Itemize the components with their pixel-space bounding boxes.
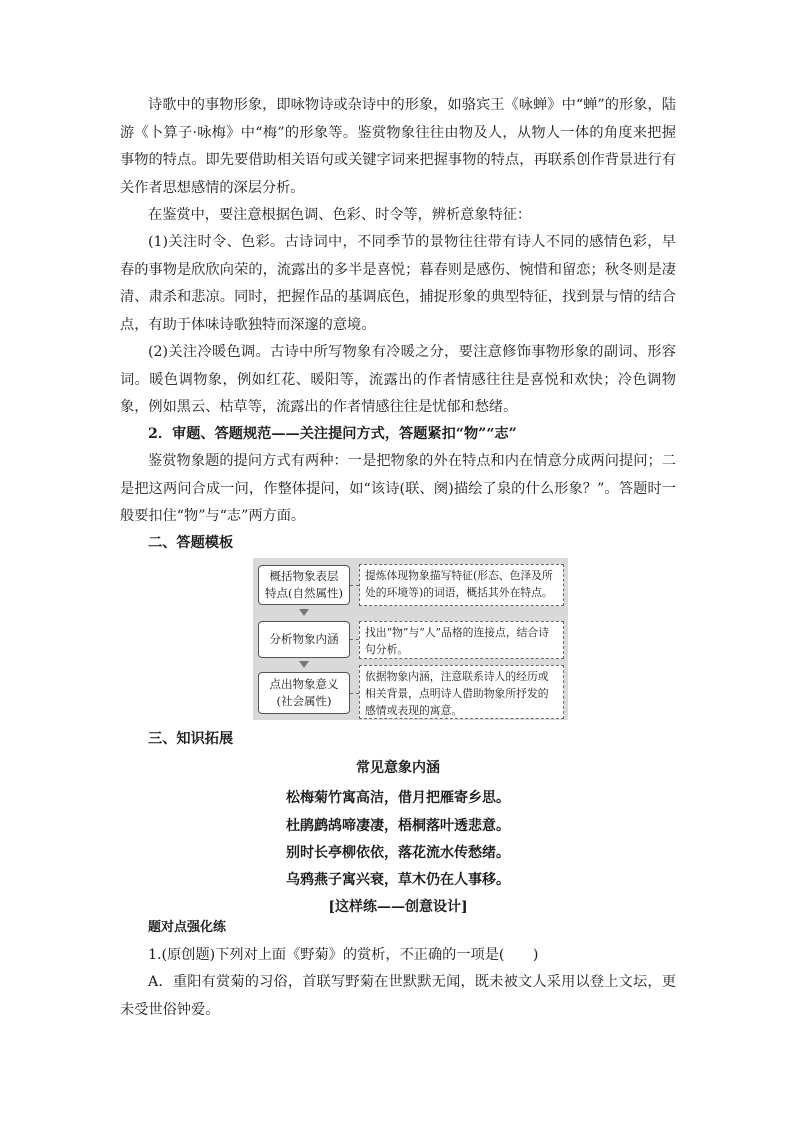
- step-desc-3: 依据物象内涵，注意联系诗人的经历或相关背景，点明诗人借助物象所抒发的感情或表现的寓意。: [359, 665, 564, 719]
- step-desc-2: 找出“物”与“人”品格的连接点，结合诗句分析。: [359, 621, 564, 659]
- step-desc-1: 提炼体现物象描写特征(形态、色泽及所处的环境等)的词语，概括其外在特点。: [359, 564, 564, 606]
- arrow-down-icon: [299, 661, 309, 668]
- poem-line: 别时长亭柳依依，落花流水传愁绪。: [286, 845, 510, 861]
- poem-line: 松梅菊竹寓高洁，借月把雁寄乡思。: [286, 790, 510, 806]
- section-title-knowledge: 三、知识拓展: [148, 731, 234, 747]
- poem-line: 乌鸦燕子寓兴衰，草木仍在人事移。: [286, 872, 510, 888]
- practice-subtitle: 题对点强化练: [148, 920, 227, 935]
- intro-paragraph-1: 诗歌中的事物形象，即咏物诗或杂诗中的形象，如骆宾王《咏蝉》中“蝉”的形象，陆游《卜算子·咏梅》中“梅”的形象等。鉴赏物象往往由物及人，从物人一体的角度来把握事物的特点。即先要借助相关语句或关键字词来把握事物的特点，再联系创作背景进行有关作者思想感情的深层分析。: [120, 97, 676, 196]
- practice-banner: [这样练——创意设计]: [328, 899, 468, 915]
- connector-3: [350, 693, 359, 694]
- step-box-3: 点出物象意义 (社会属性): [258, 672, 350, 714]
- connector-2: [350, 639, 359, 640]
- intro-paragraph-3: (1)关注时令、色彩。古诗词中，不同季节的景物往往带有诗人不同的感情色彩，早春的事物是欣欣向荣的，流露出的多半是喜悦；暮春则是感伤、惋惜和留恋；秋冬则是凄清、肃杀和悲凉。同时，把握作品的基调底色，捕捉形象的典型特征，找到景与情的结合点，有助于体味诗歌独特而深邃的意境。: [120, 234, 676, 333]
- intro-paragraph-4: (2)关注冷暖色调。古诗中所写物象有冷暖之分，要注意修饰事物形象的副词、形容词。暖色调物象，例如红花、暖阳等，流露出的作者情感往往是喜悦和欢快；冷色调物象，例如黑云、枯草等，流露出的作者情感往往是忧郁和愁绪。: [120, 344, 676, 415]
- question-1-option-a: A．重阳有赏菊的习俗，首联写野菊在世默默无闻，既未被文人采用以登上文坛，更未受世俗钟爱。: [120, 974, 676, 1018]
- arrow-down-icon: [299, 609, 309, 616]
- section-title-answer-template: 二、答题模板: [148, 535, 234, 551]
- question-1: 1.(原创题)下列对上面《野菊》的赏析，不正确的一项是( ): [148, 947, 539, 963]
- poem-line: 杜鹃鹧鸪啼凄凄，梧桐落叶透悲意。: [286, 818, 510, 834]
- answer-template-diagram: [253, 558, 568, 720]
- connector-1: [350, 585, 359, 586]
- poem-title: 常见意象内涵: [356, 760, 440, 776]
- section-heading-2: 2．审题、答题规范——关注提问方式，答题紧扣“物”“志”: [148, 426, 517, 442]
- intro-paragraph-5: 鉴赏物象题的提问方式有两种：一是把物象的外在特点和内在情意分成两问提问；二是把这两问合成一问，作整体提问，如“该诗(联、阕)描绘了泉的什么形象？”。答题时一般要扣住“物”与“志”两方面。: [120, 453, 676, 524]
- step-box-2: 分析物象内涵: [258, 621, 350, 658]
- intro-paragraph-2: 在鉴赏中，要注意根据色调、色彩、时令等，辨析意象特征：: [148, 207, 532, 223]
- step-box-1: 概括物象表层 特点(自然属性): [258, 565, 350, 605]
